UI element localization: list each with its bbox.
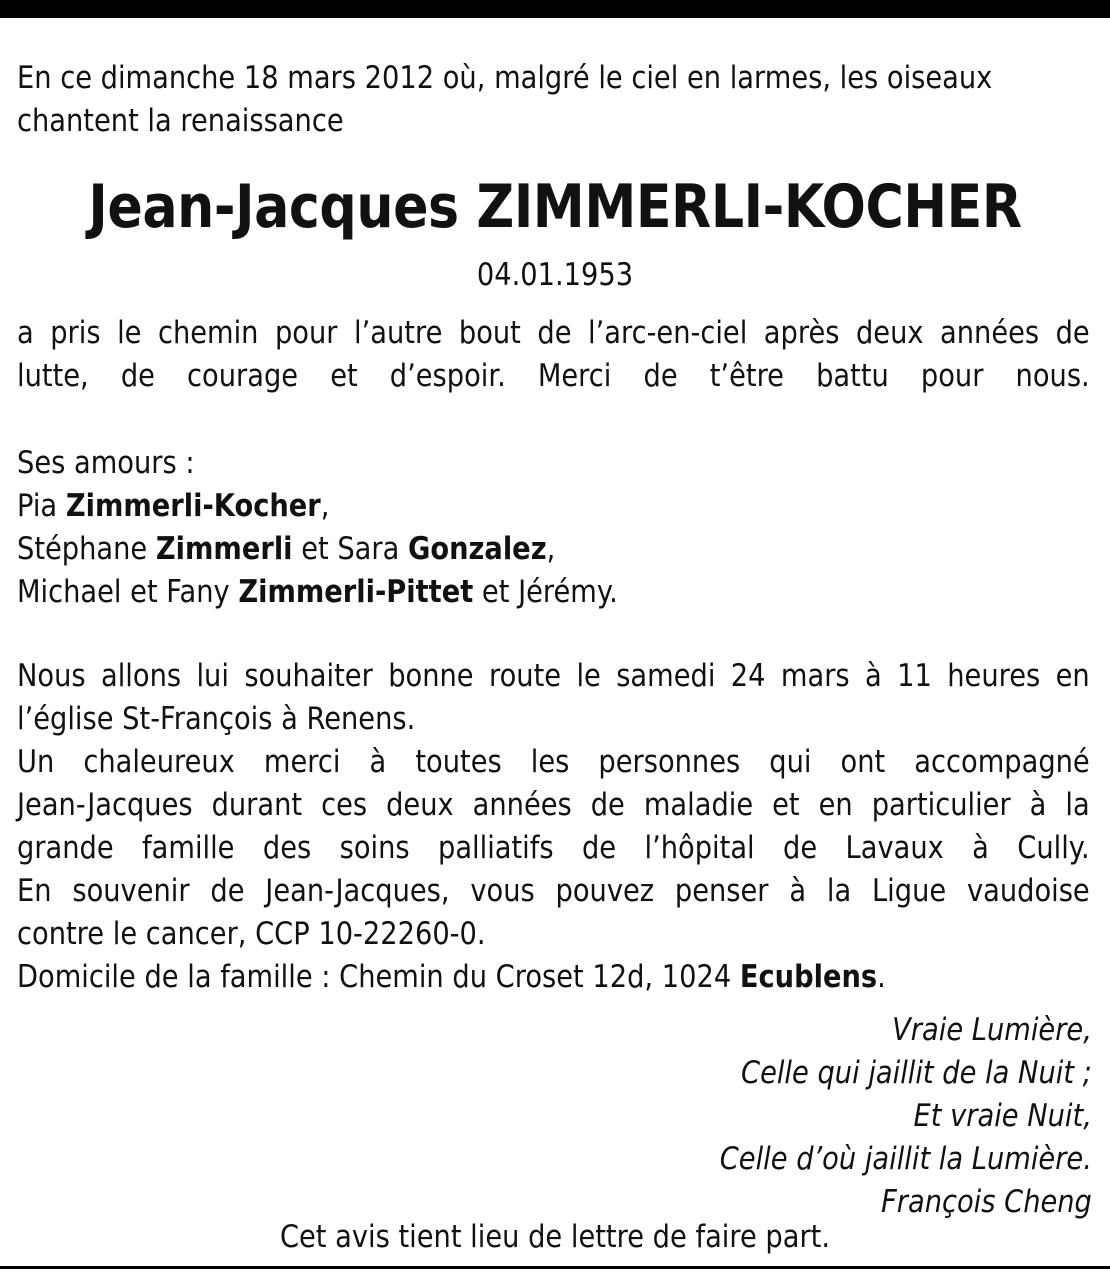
family-address (17, 956, 1090, 999)
family-first-name: Michael et Fany (17, 574, 239, 610)
announcement (17, 312, 1090, 398)
footer-note: Cet avis tient lieu de lettre de faire part. (279, 1219, 831, 1255)
family-heading: Ses amours : (17, 445, 195, 481)
family-rest: , (320, 488, 330, 524)
family-member (17, 571, 1090, 614)
birth-date: 04.01.1953 (476, 257, 634, 293)
poem-line: Vraie Lumière, (892, 1012, 1092, 1048)
ceremony-text (17, 655, 1090, 999)
address-prefix: Domicile de la famille : Chemin du Croset 12d, 1024 (17, 959, 740, 995)
top-rule (0, 0, 1110, 18)
family-first-name: Pia (17, 488, 66, 524)
family-rest: et Jérémy. (473, 574, 618, 610)
family-member (17, 485, 1090, 528)
announcement-line-2: lutte, de courage et d’espoir. Merci de t’être battu pour nous. (17, 358, 1090, 394)
ceremony-line-4: Jean-Jacques durant ces deux années de maladie et en particulier à la (17, 787, 1090, 823)
ceremony-line-1: Nous allons lui souhaiter bonne route le samedi 24 mars à 11 heures en (17, 658, 1090, 694)
ceremony-line-2: l’église St-François à Renens. (17, 701, 416, 737)
ceremony-line-6: En souvenir de Jean-Jacques, vous pouvez penser à la Ligue vaudoise (17, 873, 1090, 909)
family-last-name: Zimmerli (155, 531, 293, 567)
announcement-line-1: a pris le chemin pour l’autre bout de l’arc-en-ciel après deux années de (17, 315, 1090, 351)
poem-line: Et vraie Nuit, (913, 1098, 1092, 1134)
family-first-name: Stéphane (17, 531, 156, 567)
family-last-name: Zimmerli-Kocher (65, 488, 321, 524)
address-town: Ecublens (739, 959, 878, 995)
family-rest: , (546, 531, 556, 567)
address-suffix: . (877, 959, 886, 995)
poem-author: François Cheng (881, 1184, 1092, 1220)
family-list (17, 442, 1090, 614)
family-last-name: Zimmerli-Pittet (238, 574, 474, 610)
ceremony-line-3: Un chaleureux merci à toutes les personnes qui ont accompagné (17, 744, 1090, 780)
intro-line-1: En ce dimanche 18 mars 2012 où, malgré le ciel en larmes, les oiseaux (17, 60, 993, 96)
deceased-name: Jean-Jacques ZIMMERLI-KOCHER (88, 172, 1022, 242)
poem-line: Celle d’où jaillit la Lumière. (719, 1141, 1092, 1177)
poem (720, 1009, 1092, 1224)
ceremony-line-7: contre le cancer, CCP 10-22260-0. (17, 916, 486, 952)
family-middle: et Sara (292, 531, 408, 567)
family-last-name: Gonzalez (407, 531, 547, 567)
family-member (17, 528, 1090, 571)
intro-text (17, 57, 993, 143)
ceremony-line-5: grande famille des soins palliatifs de l’hôpital de Lavaux à Cully. (17, 830, 1090, 866)
poem-line: Celle qui jaillit de la Nuit ; (741, 1055, 1092, 1091)
bottom-rule (0, 1266, 1110, 1269)
intro-line-2: chantent la renaissance (17, 103, 344, 139)
